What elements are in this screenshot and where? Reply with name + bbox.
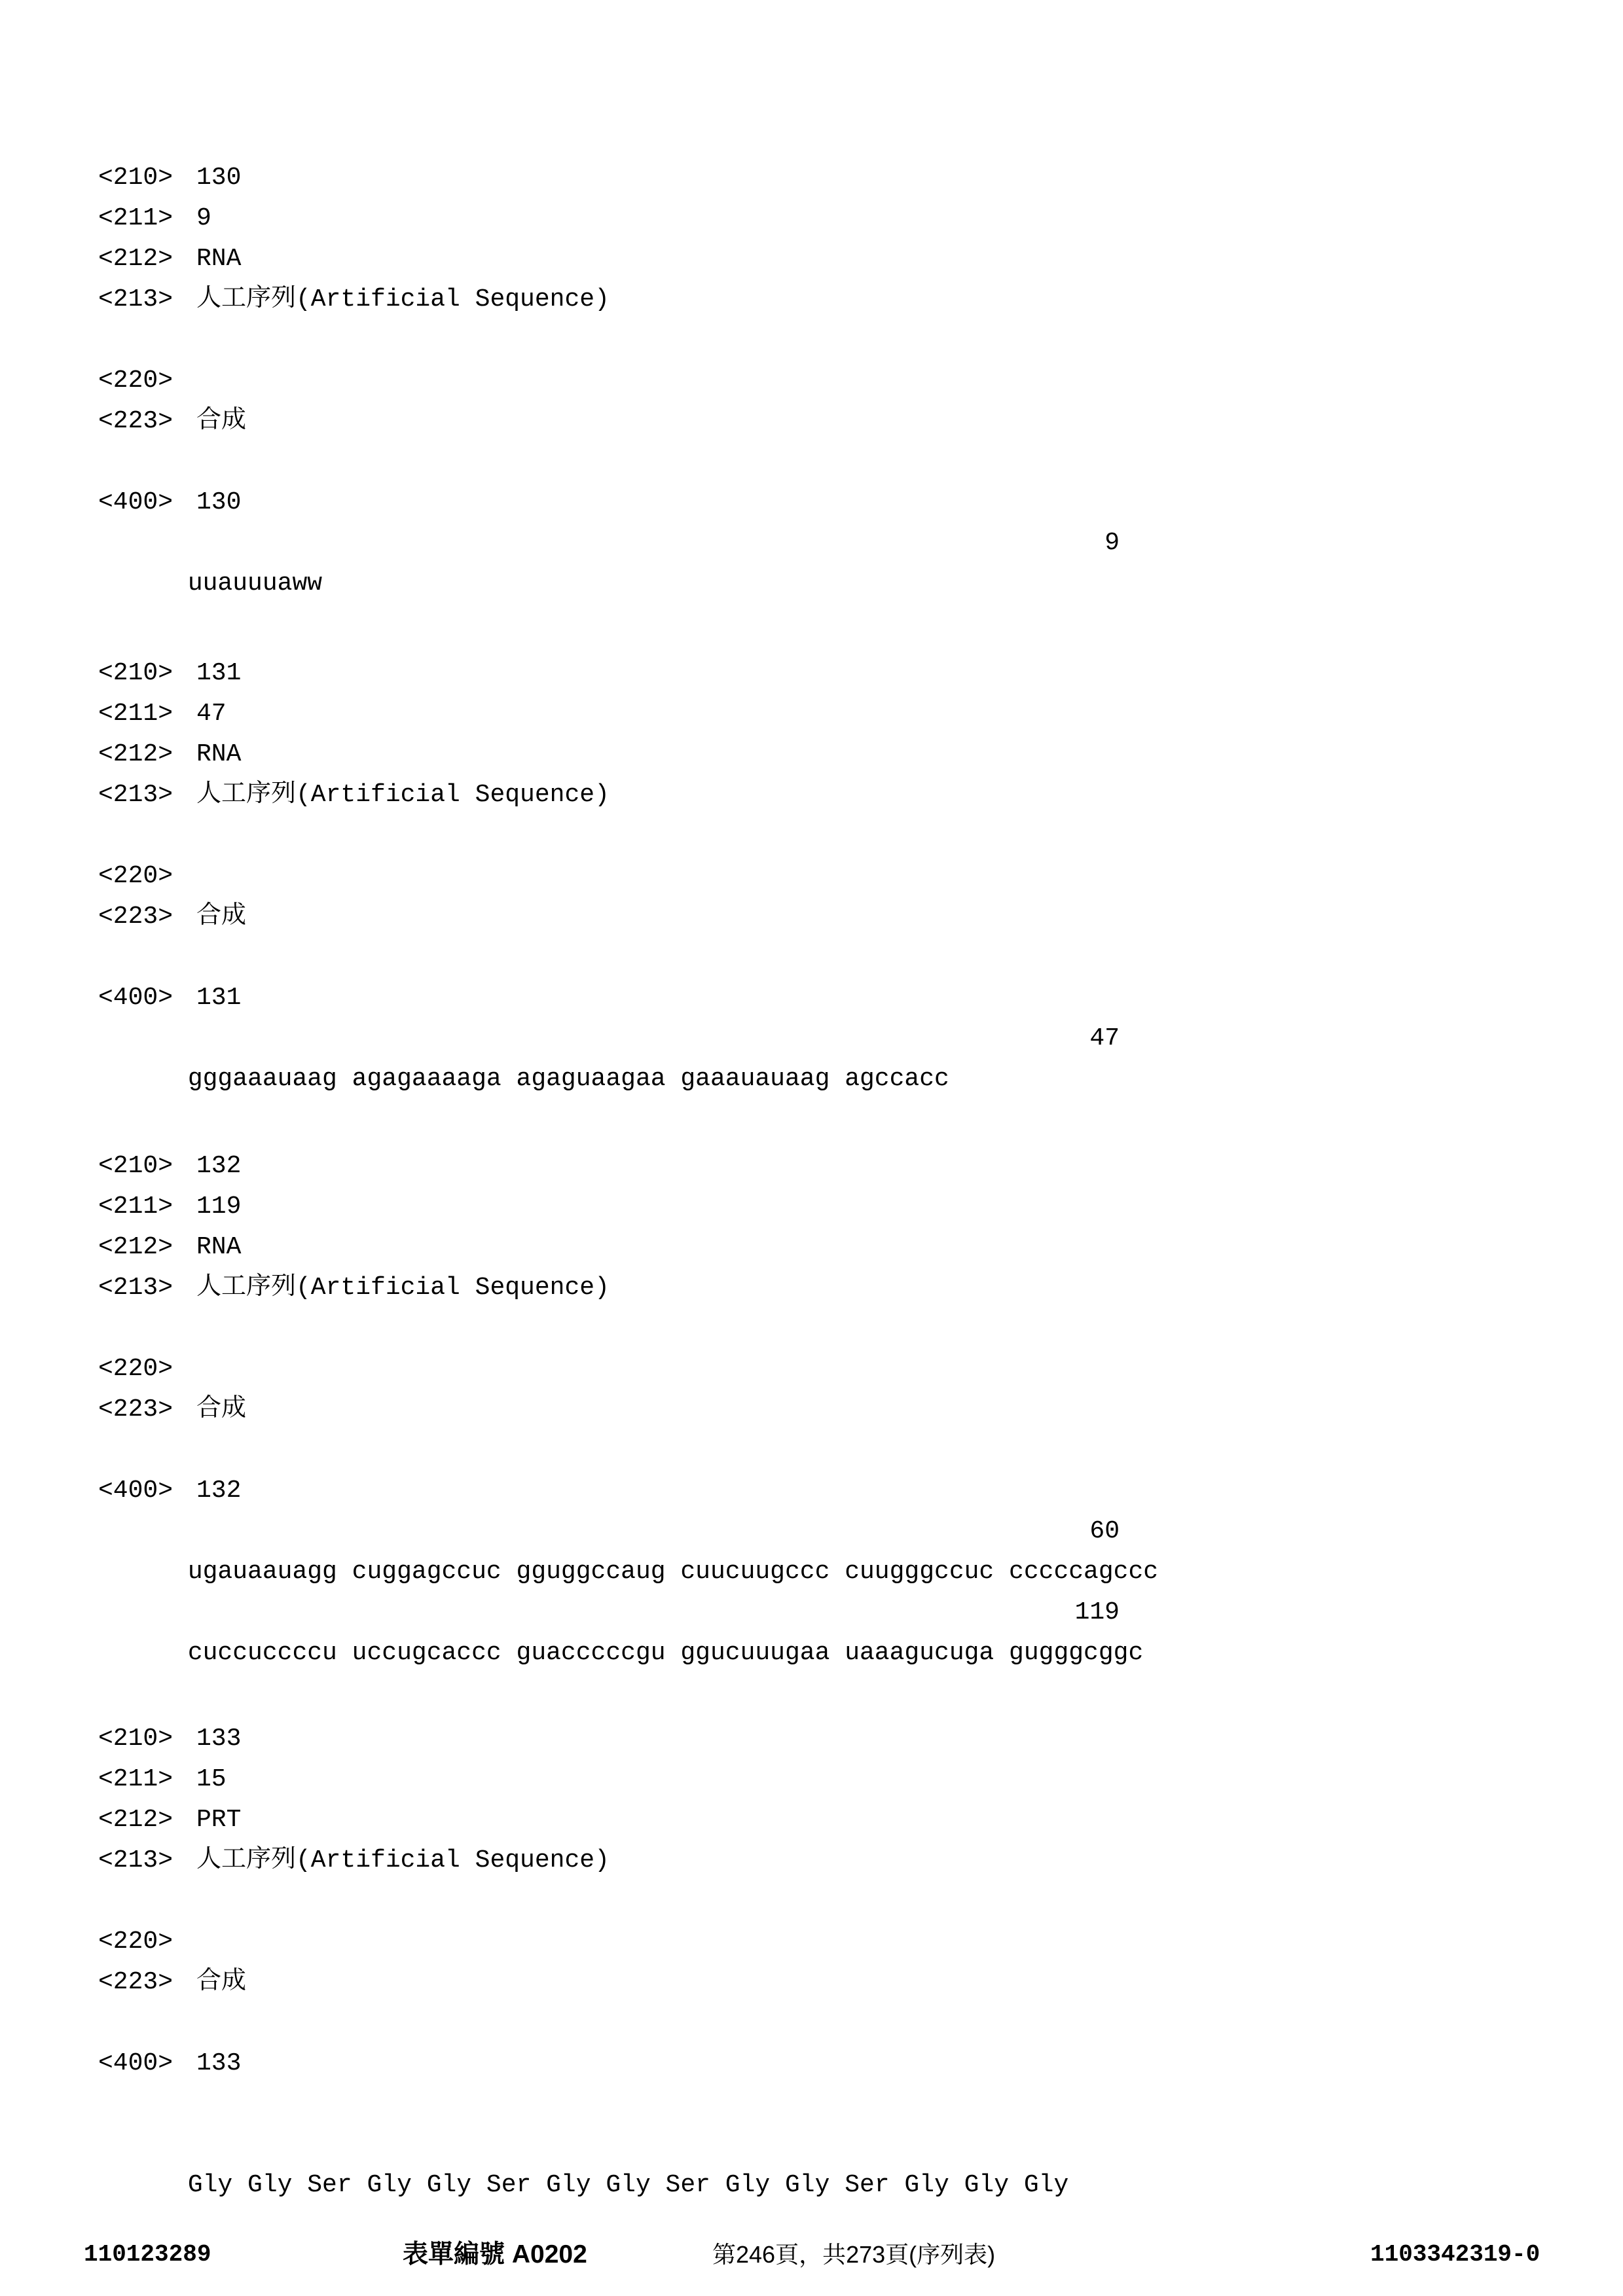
field-row-211 — [98, 198, 1146, 239]
seq-id-number: 131 — [196, 984, 242, 1012]
tag-212: <212> — [98, 245, 173, 273]
blank-line — [98, 1881, 1146, 1922]
field-row-223 — [98, 1962, 1146, 2003]
tag-400: <400> — [98, 2049, 173, 2077]
blank-line — [98, 1430, 1146, 1471]
tag-220: <220> — [98, 367, 173, 395]
sequence-entry-132 — [98, 1146, 1159, 1667]
field-row-223 — [98, 1390, 1146, 1430]
sequence-line — [98, 1511, 1159, 1586]
field-row-220 — [98, 1922, 1146, 1962]
seq-length: 9 — [196, 204, 211, 232]
field-row-400 — [98, 2043, 1146, 2084]
field-row-213 — [98, 775, 1146, 816]
tag-210: <210> — [98, 164, 173, 192]
tag-213: <213> — [98, 1274, 173, 1302]
field-row-212 — [98, 1800, 1146, 1840]
seq-id-number: 131 — [196, 659, 242, 687]
seq-length: 15 — [196, 1765, 227, 1793]
tag-220: <220> — [98, 1355, 173, 1383]
seq-description: 合成 — [196, 407, 247, 435]
tag-213: <213> — [98, 1846, 173, 1874]
blank-line — [98, 2003, 1146, 2043]
blank-line — [98, 2084, 1146, 2125]
field-row-210 — [98, 1146, 1146, 1187]
field-row-211 — [98, 1759, 1146, 1800]
sequence-text: ugauaauagg cuggagccuc gguggccaug cuucuugccc cuugggccuc cccccagccc — [187, 1558, 1159, 1586]
field-row-213 — [98, 1840, 1146, 1881]
tag-400: <400> — [98, 1477, 173, 1505]
field-row-223 — [98, 897, 1146, 937]
tag-223: <223> — [98, 1968, 173, 1996]
tag-220: <220> — [98, 862, 173, 890]
seq-id-number: 130 — [196, 164, 242, 192]
blank-line — [98, 937, 1146, 978]
field-row-212 — [98, 239, 1146, 279]
seq-id-number: 130 — [196, 488, 242, 516]
field-row-210 — [98, 1719, 1146, 1759]
field-row-400 — [98, 978, 1146, 1018]
field-row-212 — [98, 734, 1146, 775]
field-row-220 — [98, 856, 1146, 897]
seq-length: 47 — [196, 700, 227, 728]
seq-id-number: 133 — [196, 2049, 242, 2077]
form-number: 表單編號 A0202 — [403, 2240, 587, 2269]
field-row-213 — [98, 279, 1146, 320]
tag-400: <400> — [98, 488, 173, 516]
seq-length: 119 — [196, 1193, 242, 1221]
seq-id-number: 132 — [196, 1152, 242, 1180]
seq-id-number: 133 — [196, 1725, 242, 1753]
sequence-position: 119 — [1074, 1598, 1120, 1626]
tag-210: <210> — [98, 659, 173, 687]
seq-description: 合成 — [196, 903, 247, 931]
field-row-213 — [98, 1268, 1146, 1308]
tag-400: <400> — [98, 984, 173, 1012]
field-row-210 — [98, 653, 1146, 694]
tag-223: <223> — [98, 1395, 173, 1424]
field-row-211 — [98, 1187, 1146, 1227]
field-row-400 — [98, 482, 1146, 523]
sequence-line — [98, 2125, 1120, 2199]
sequence-line — [98, 1018, 1120, 1093]
tag-212: <212> — [98, 1806, 173, 1834]
tag-211: <211> — [98, 700, 173, 728]
tag-220: <220> — [98, 1928, 173, 1956]
seq-source: 人工序列(Artificial Sequence) — [196, 1274, 610, 1302]
field-row-400 — [98, 1471, 1146, 1511]
seq-molecule-type: RNA — [196, 740, 242, 768]
seq-molecule-type: RNA — [196, 1233, 242, 1261]
page-number-info: 第246頁，共273頁(序列表) — [712, 2241, 996, 2268]
sequence-position: 60 — [1089, 1517, 1120, 1545]
seq-source: 人工序列(Artificial Sequence) — [196, 1846, 610, 1874]
sequence-position: 9 — [1104, 529, 1120, 557]
tag-213: <213> — [98, 285, 173, 314]
blank-line — [98, 320, 1146, 361]
sequence-entry-131 — [98, 653, 1146, 1093]
field-row-211 — [98, 694, 1146, 734]
application-number: 110123289 — [84, 2241, 211, 2268]
sequence-position: 47 — [1089, 1024, 1120, 1052]
blank-line — [98, 816, 1146, 856]
tag-210: <210> — [98, 1152, 173, 1180]
tag-211: <211> — [98, 1193, 173, 1221]
tag-210: <210> — [98, 1725, 173, 1753]
field-row-220 — [98, 1349, 1146, 1390]
tag-223: <223> — [98, 903, 173, 931]
tag-212: <212> — [98, 740, 173, 768]
sequence-text: gggaaauaag agagaaaaga agaguaagaa gaaauauaag agccacc — [187, 1065, 949, 1093]
blank-line — [98, 442, 1146, 482]
tag-223: <223> — [98, 407, 173, 435]
seq-molecule-type: RNA — [196, 245, 242, 273]
sequence-text: uuauuuaww — [187, 569, 323, 598]
sequence-text: Gly Gly Ser Gly Gly Ser Gly Gly Ser Gly Gly Ser Gly Gly Gly — [187, 2171, 1069, 2199]
field-row-223 — [98, 401, 1146, 442]
tag-211: <211> — [98, 204, 173, 232]
sequence-entry-133 — [98, 1719, 1146, 2199]
sequence-text: cuccuccccu uccugcaccc guacccccgu ggucuuugaa uaaagucuga gugggcggc — [187, 1639, 1144, 1667]
tag-211: <211> — [98, 1765, 173, 1793]
sequence-line — [98, 523, 1120, 598]
tag-213: <213> — [98, 781, 173, 809]
sequence-entry-130 — [98, 158, 1146, 598]
document-number: 1103342319-0 — [1370, 2241, 1541, 2268]
seq-molecule-type: PRT — [196, 1806, 242, 1834]
seq-description: 合成 — [196, 1395, 247, 1424]
page-footer — [0, 2237, 1623, 2278]
field-row-212 — [98, 1227, 1146, 1268]
field-row-210 — [98, 158, 1146, 198]
blank-line — [98, 1308, 1146, 1349]
tag-212: <212> — [98, 1233, 173, 1261]
seq-source: 人工序列(Artificial Sequence) — [196, 285, 610, 314]
seq-id-number: 132 — [196, 1477, 242, 1505]
seq-description: 合成 — [196, 1968, 247, 1996]
field-row-220 — [98, 361, 1146, 401]
sequence-line — [98, 1592, 1144, 1667]
seq-source: 人工序列(Artificial Sequence) — [196, 781, 610, 809]
